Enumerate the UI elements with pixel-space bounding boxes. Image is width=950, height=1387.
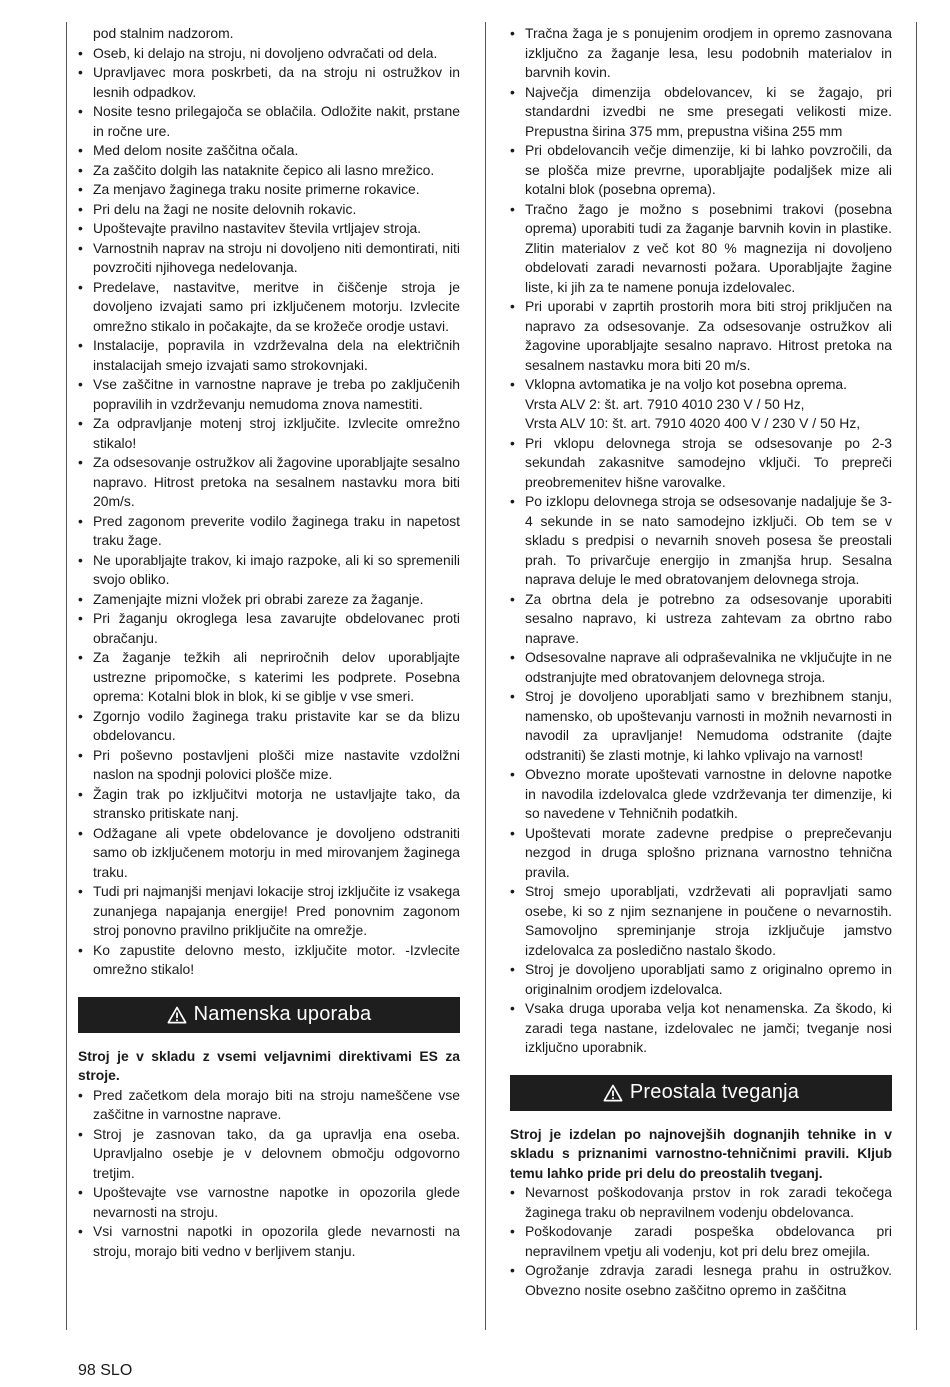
- list-item: • Za odpravljanje motenj stroj izključite. Izvlecite omrežno stikalo!: [78, 414, 460, 453]
- left-column: [78, 24, 460, 1261]
- list-item: • Za obrtna dela je potrebno za odsesovanje uporabiti sesalno napravo, ki ustreza zahtevam za obrtno rabo naprave.: [510, 590, 892, 649]
- list-item: • Odžagane ali vpete obdelovance je dovoljeno odstraniti samo ob izključenem motorju in med mirovanjem žaginega traku.: [78, 824, 460, 883]
- list-item: • Stroj je dovoljeno uporabljati samo z originalno opremo in originalnim orodjem izdelovalca.: [510, 960, 892, 999]
- list-item: • Ogrožanje zdravja zaradi lesnega prahu in ostružkov. Obvezno nosite osebno zaščitno opremo in zaščitna: [510, 1261, 892, 1300]
- list-item: • Tračna žaga je s ponujenim orodjem in opremo zasnovana izključno za žaganje lesa, lesu podobnih materialov in barvnih kovin.: [510, 24, 892, 83]
- list-item: • Po izklopu delovnega stroja se odsesovanje nadaljuje še 3-4 sekunde in se nato samodejno izključi. Ob tem se v skladu s predpisi o nevarnih snoveh posesa še preostali prah. To privarčuje energijo in zmanjša hrup. Sesalna naprava deluje le med obratovanjem delovnega stroja.: [510, 492, 892, 590]
- list-item: • Vsi varnostni napotki in opozorila glede nevarnosti na stroju, morajo biti vedno v berljivem stanju.: [78, 1222, 460, 1261]
- list-item: • Pri delu na žagi ne nosite delovnih rokavic.: [78, 200, 460, 220]
- list-item: • Upoštevati morate zadevne predpise o preprečevanju nezgod in druga splošno priznana varnostno tehnična pravila.: [510, 824, 892, 883]
- column-rule-left: [66, 22, 67, 1330]
- list-item: • Upoštevajte vse varnostne napotke in opozorila glede nevarnosti na stroju.: [78, 1183, 460, 1222]
- alv-line: Vrsta ALV 10: št. art. 7910 4020 400 V / 230 V / 50 Hz,: [525, 415, 861, 431]
- list-item: • Pred zagonom preverite vodilo žaginega traku in napetost traku žage.: [78, 512, 460, 551]
- list-item: • Za žaganje težkih ali nepriročnih delov uporabljajte ustrezne pripomočke, s katerimi les podprete. Posebna oprema: Kotalni blok in blok, ki se giblje v vse smeri.: [78, 648, 460, 707]
- list-item: • Za menjavo žaginega traku nosite primerne rokavice.: [78, 180, 460, 200]
- usage-list-continued: [510, 434, 892, 1058]
- list-item: • Predelave, nastavitve, meritve in čiščenje stroja je dovoljeno izvajati samo pri izključenem motorju. Izvlecite omrežno stikalo in počakajte, da se krožeče orodje ustavi.: [78, 278, 460, 337]
- list-item: • Vsaka druga uporaba velja kot nenamenska. Za škodo, ki zaradi tega nastane, izdelovalec ne jamči; tveganje nosi izključno uporabnik.: [510, 999, 892, 1058]
- safety-list: [78, 44, 460, 980]
- list-item: • Nosite tesno prilegajoča se oblačila. Odložite nakit, prstane in ročne ure.: [78, 102, 460, 141]
- list-item: • Pri poševno postavljeni plošči mize nastavite vzdolžni naslon na spodnji polovici plošče mize.: [78, 746, 460, 785]
- list-item: • Ne uporabljajte trakov, ki imajo razpoke, ali ki so spremenili svojo obliko.: [78, 551, 460, 590]
- list-item: • Pri uporabi v zaprtih prostorih mora biti stroj priključen na napravo za odsesovanje. Za odsesovanje ostružkov ali žagovine uporabljajte sesalno napravo. Hitrost pretoka na sesalnem nastavku mora biti 20 m/s.: [510, 297, 892, 375]
- list-item: • Vse zaščitne in varnostne naprave je treba po zaključenih popravilih in vzdrževanju nemudoma znova namestiti.: [78, 375, 460, 414]
- list-item: • Instalacije, popravila in vzdrževalna dela na električnih instalacijah smejo izvajati samo strokovnjaki.: [78, 336, 460, 375]
- list-item: • Pri obdelovancih večje dimenzije, ki bi lahko povzročili, da se plošča mize prevrne, uporabljajte podaljšek mize ali kotalni blok (posebna oprema).: [510, 141, 892, 200]
- list-item: • Stroj smejo uporabljati, vzdrževati ali popravljati samo osebe, ki so z njim seznanjene in poučene o nevarnostih. Samovoljno spreminjanje stroja izključuje jamstvo izdelovalca za posledično nastalo škodo.: [510, 882, 892, 960]
- list-item: • Nevarnost poškodovanja prstov in rok zaradi tekočega žaginega traku ob nepravilnem vodenju obdelovanca.: [510, 1183, 892, 1222]
- list-item: • Vklopna avtomatika je na voljo kot posebna oprema.: [510, 375, 892, 395]
- list-item: • Obvezno morate upoštevati varnostne in delovne napotke in navodila izdelovalca glede vzdrževanja ter dimenzije, ki so navedene v Tehničnih podatkih.: [510, 765, 892, 824]
- intended-use-list: [78, 1086, 460, 1262]
- section-heading-label: Preostala tveganja: [629, 1080, 800, 1103]
- right-column: [510, 24, 892, 1300]
- list-item: • Za odsesovanje ostružkov ali žagovine uporabljajte sesalno napravo. Hitrost pretoka na sesalnem nastavku mora biti 20m/s.: [78, 453, 460, 512]
- list-item: • Pri žaganju okroglega lesa zavarujte obdelovanec proti obračanju.: [78, 609, 460, 648]
- residual-risks-list: [510, 1183, 892, 1300]
- column-rule-right: [916, 22, 917, 1330]
- list-item: • Odsesovalne naprave ali odpraševalnika ne vključujte in ne odstranjujte med obratovanjem delovnega stroja.: [510, 648, 892, 687]
- list-item: • Stroj je dovoljeno uporabljati samo v brezhibnem stanju, namensko, ob upoštevanju varnosti in možnih nevarnosti in navodil za upravljanje! Nemudoma odstranite (dajte odstraniti) še zlasti motnje, ki lahko vplivajo na varnost!: [510, 687, 892, 765]
- list-item: • Varnostnih naprav na stroju ni dovoljeno niti demontirati, niti povzročiti njihovega nedelovanja.: [78, 239, 460, 278]
- list-item: • Stroj je zasnovan tako, da ga upravlja ena oseba. Upravljalno osebje je v delovnem območju odgovorno tretjim.: [78, 1125, 460, 1184]
- list-item: • Oseb, ki delajo na stroju, ni dovoljeno odvračati od dela.: [78, 44, 460, 64]
- section-heading-residual-risks: [510, 1075, 892, 1111]
- page-number: 98 SLO: [78, 1362, 133, 1379]
- list-item: • Upravljavec mora poskrbeti, da na stroju ni ostružkov in lesnih odpadkov.: [78, 63, 460, 102]
- list-item: • Med delom nosite zaščitna očala.: [78, 141, 460, 161]
- list-item: • Zgornjo vodilo žaginega traku pristavite kar se da blizu obdelovancu.: [78, 707, 460, 746]
- alv-line: Vrsta ALV 2: št. art. 7910 4010 230 V / 50 Hz,: [525, 395, 805, 412]
- usage-list: [510, 24, 892, 395]
- section-heading-intended-use: [78, 997, 460, 1033]
- list-item: • Največja dimenzija obdelovancev, ki se žagajo, pri standardni izvedbi ne sme presegati velikosti mize. Prepustna širina 375 mm, prepustna višina 255 mm: [510, 83, 892, 142]
- list-item: • Zamenjajte mizni vložek pri obrabi zareze za žaganje.: [78, 590, 460, 610]
- section-intro: Stroj je v skladu z vsemi veljavnimi direktivami ES za stroje.: [78, 1047, 460, 1083]
- warning-icon: [603, 1084, 623, 1102]
- list-item: • Pri vklopu delovnega stroja se odsesovanje po 2-3 sekundah zakasnitve samodejno vključi. To prepreči preobremenitev hišne varovalke.: [510, 434, 892, 493]
- list-item: • Za zaščito dolgih las nataknite čepico ali lasno mrežico.: [78, 161, 460, 181]
- warning-icon: [167, 1006, 187, 1024]
- list-item: • Žagin trak po izključitvi motorja ne ustavljajte tako, da stransko pritiskate nanj.: [78, 785, 460, 824]
- list-item: • Poškodovanje zaradi pospeška obdelovanca pri nepravilnem vpetju ali vodenju, kot pri delu brez omejila.: [510, 1222, 892, 1261]
- section-heading-label: Namenska uporaba: [193, 1002, 372, 1025]
- continuation-text: pod stalnim nadzorom.: [93, 25, 234, 41]
- list-item: • Ko zapustite delovno mesto, izključite motor. -Izvlecite omrežno stikalo!: [78, 941, 460, 980]
- column-rule-center: [485, 22, 486, 1330]
- list-item: • Pred začetkom dela morajo biti na stroju nameščene vse zaščitne in varnostne naprave.: [78, 1086, 460, 1125]
- list-item: • Tudi pri najmanjši menjavi lokacije stroj izključite iz vsakega zunanjega napajanja energije! Pred ponovnim zagonom stroj ponovno pravilno priključite na omrežje.: [78, 882, 460, 941]
- list-item: • Upoštevajte pravilno nastavitev števila vrtljajev stroja.: [78, 219, 460, 239]
- section-intro: Stroj je izdelan po najnovejših dognanjih tehnike in v skladu s priznanimi varnostno-tehničnimi pravili. Kljub temu lahko pride pri delu do preostalih tveganj.: [510, 1125, 892, 1181]
- list-item: • Tračno žago je možno s posebnimi trakovi (posebna oprema) uporabiti tudi za žaganje barvnih kovin in plastike. Zlitin materialov z več kot 80 % magnezija ni dovoljeno obdelovati zaradi nevarnosti požara. Uporabljajte žagine liste, ki jih za te namene ponuja izdelovalec.: [510, 200, 892, 298]
